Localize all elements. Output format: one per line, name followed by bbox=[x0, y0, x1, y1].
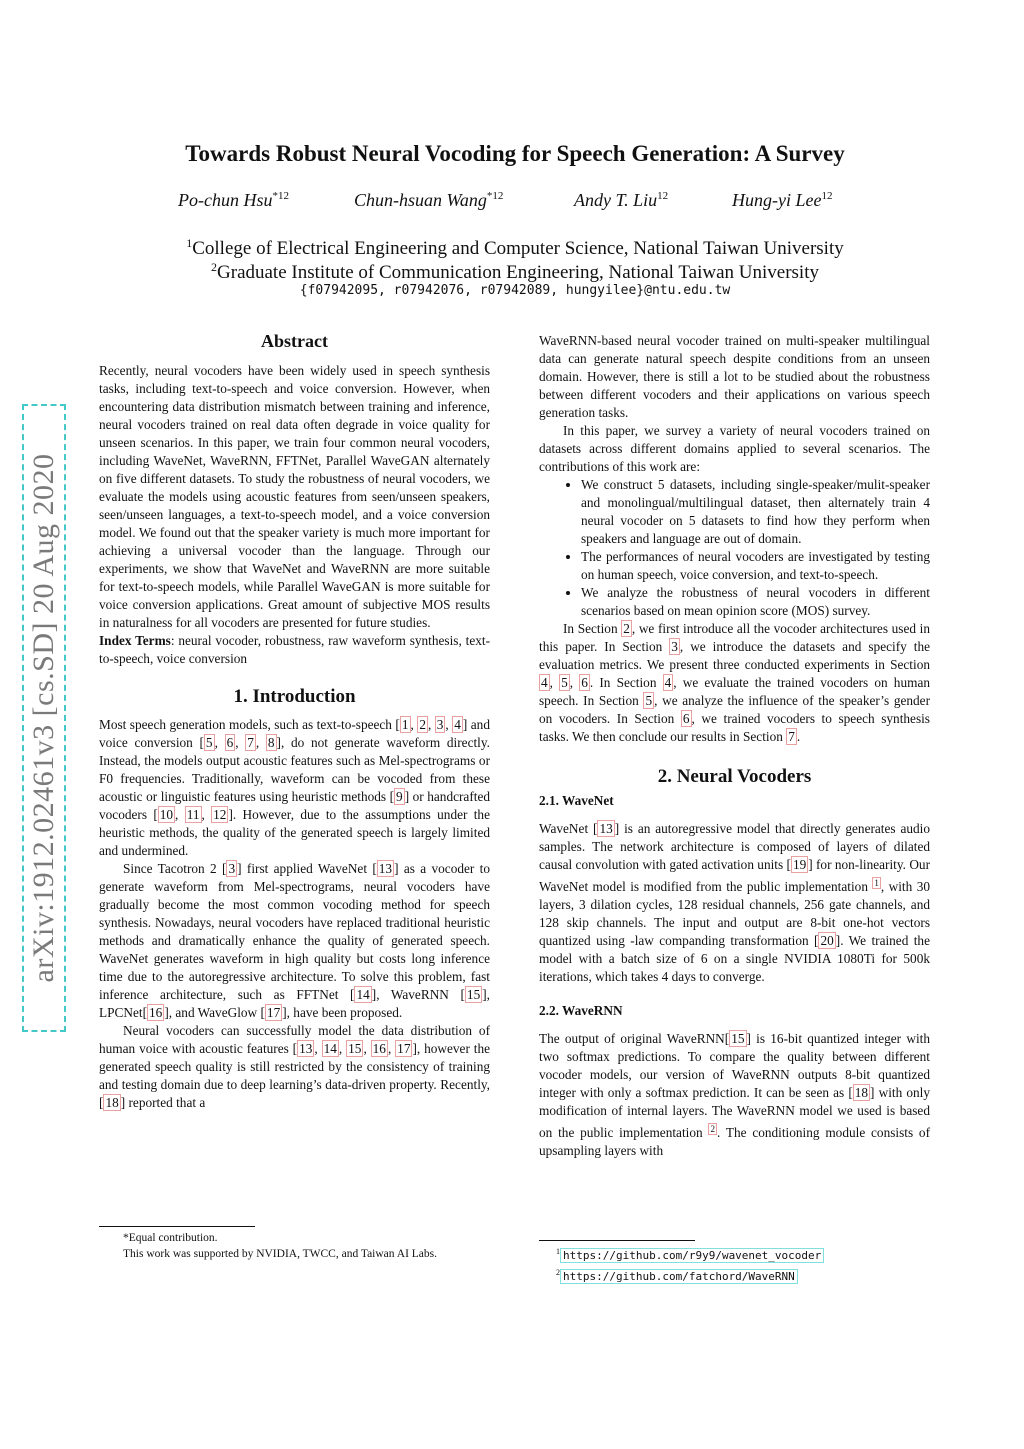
citation-link[interactable]: 15 bbox=[466, 987, 481, 1002]
affiliation-sup: 1 bbox=[186, 236, 193, 250]
intro-paragraph-6: In Section 2 , we first introduce all the vocoder architectures used in this paper. In Section 3 , we introduce the datasets and specify the evaluation metrics. We present three conducted experiments in Section 4 , 5 , 6 . In Section 4 , we evaluate the trained vocoders on human speech. In Section 5 , we analyze the influence of the speaker’s gender on vocoders. In Section 6 , we trained vocoders to speech synthesis tasks. We then conclude our results in Section 7 . bbox=[539, 621, 931, 744]
wavernn-heading: 2.2. WaveRNN bbox=[539, 1003, 623, 1018]
github-link[interactable]: https://github.com/r9y9/wavenet_vocoder bbox=[560, 1248, 824, 1263]
citation-link[interactable]: 3 bbox=[436, 717, 444, 732]
citation-link[interactable]: 17 bbox=[266, 1005, 281, 1020]
index-terms bbox=[99, 632, 490, 668]
citation-link[interactable]: 6 bbox=[226, 735, 234, 750]
affiliation-2 bbox=[100, 256, 930, 284]
citation-link[interactable]: 8 bbox=[267, 735, 275, 750]
section-link[interactable]: 2 bbox=[623, 621, 630, 636]
citation-link[interactable]: 10 bbox=[159, 807, 174, 822]
footnote-link[interactable]: 1 bbox=[874, 878, 879, 888]
citation-link[interactable]: 13 bbox=[599, 821, 613, 836]
citation-link[interactable]: 13 bbox=[299, 1041, 313, 1056]
author-sup: 12 bbox=[657, 190, 669, 202]
index-terms-label: Index Terms bbox=[99, 633, 171, 648]
intro-paragraph-1: Most speech generation models, such as text-to-speech [ 1 , 2 , 3 , 4 ] and voice conversion [ 5 , 6 , 7 , 8 ], do not generate waveform directly. Instead, the models output acoustic features such as Mel-spectrograms or F0 frequencies. Traditionally, waveform can be vocoded from these acoustic or linguistic features using heuristic methods [ 9 ] or handcrafted vocoders [ 10 , 11 , 12 ]. However, due to the assumptions under the heuristic methods, the quality of the generated speech is largely limited and undermined. bbox=[99, 717, 491, 858]
section-link[interactable]: 3 bbox=[671, 639, 678, 654]
vocoders-heading: 2. Neural Vocoders bbox=[657, 766, 812, 787]
citation-link[interactable]: 9 bbox=[396, 789, 403, 804]
citation-link[interactable]: 18 bbox=[854, 1085, 869, 1100]
paper-title: Towards Robust Neural Vocoding for Speech Generation: A Survey bbox=[185, 141, 845, 166]
citation-link[interactable]: 17 bbox=[397, 1041, 411, 1056]
wavenet-paragraph: WaveNet [ 13 ] is an autoregressive model that directly generates audio samples. The network architecture is composed of layers of dilated causal convolution with gated activation units [ 19 ] for non-linearity. Our WaveNet model is modified from the public implementation $^1$ , with 30 layers, 3 dilation cycles, 128 residual channels, 256 gate channels, and 128 skip channels. The input and output are 8-bit one-hot vectors quantized using -law companding transformation [ 20 ]. We trained the model with a batch size of 6 on a single NVIDIA 1080Ti for 500k iterations, which takes 4 days to converge. bbox=[539, 821, 930, 984]
citation-link[interactable]: 15 bbox=[348, 1041, 362, 1056]
affiliation-text: Graduate Institute of Communication Engineering, National Taiwan University bbox=[217, 262, 819, 283]
intro-paragraph-2: Since Tacotron 2 [ 3 ] first applied WaveNet [ 13 ] as a vocoder to generate waveform from Mel-spectrograms, neural vocoders have gradually become the most common vocoding method for speech synthesis. Nowadays, neural vocoders have replaced traditional heuristic methods and dramatically enhance the quality of generated speech. WaveNet generates waveform in high quality but costs long inference time due to the autoregressive architecture. To solve this problem, fast inference architecture, such as FFTNet [ 14 ], WaveRNN [ 15 ], LPCNet[ 16 ], and WaveGlow [ 17 ], have been proposed. bbox=[99, 861, 491, 1020]
author-sup: 12 bbox=[821, 190, 833, 202]
citation-link[interactable]: 16 bbox=[372, 1041, 386, 1056]
section-link[interactable]: 5 bbox=[561, 675, 568, 690]
footnote-equal: *Equal contribution. bbox=[123, 1232, 218, 1244]
citation-link[interactable]: 18 bbox=[105, 1095, 119, 1110]
author-2 bbox=[354, 190, 503, 211]
wavenet-heading: 2.1. WaveNet bbox=[539, 793, 614, 808]
affiliation-sup: 2 bbox=[211, 260, 218, 274]
affiliation-text: College of Electrical Engineering and Computer Science, National Taiwan University bbox=[192, 238, 844, 259]
citation-link[interactable]: 16 bbox=[149, 1005, 163, 1020]
footnotes-left bbox=[99, 1230, 490, 1262]
section-link[interactable]: 6 bbox=[682, 711, 690, 726]
author-name: Chun-hsuan Wang bbox=[354, 190, 487, 210]
citation-link[interactable]: 19 bbox=[792, 857, 807, 872]
wavernn-paragraph: The output of original WaveRNN[ 15 ] is 16-bit quantized integer with two softmax predictions. To compare the quality between different vocoder models, our version of WaveRNN outputs 8-bit quantized integer with only a softmax prediction. It can be seen as [ 18 ] with only modification of internal layers. The WaveRNN model we used is based on the public implementation $^2$ . The conditioning module consists of upsampling layers with bbox=[539, 1031, 931, 1158]
arxiv-stamp[interactable] bbox=[22, 404, 66, 1032]
footnote-rule-right bbox=[539, 1240, 695, 1241]
author-name: Andy T. Liu bbox=[574, 190, 658, 210]
citation-link[interactable]: 4 bbox=[454, 717, 461, 732]
footnote-url-1 bbox=[556, 1244, 936, 1264]
left-column bbox=[99, 332, 490, 1112]
author-4 bbox=[732, 190, 832, 211]
index-terms-text: : neural vocoder, robustness, raw waveform synthesis, text-to-speech, voice conversion bbox=[99, 633, 490, 666]
footnote-rule-left bbox=[99, 1226, 255, 1227]
contribution-item: • The performances of neural vocoders are investigated by testing on human speech, voice conversion, and text-to-speech. bbox=[581, 548, 930, 584]
section-link[interactable]: 5 bbox=[645, 693, 653, 708]
citation-link[interactable]: 20 bbox=[820, 933, 834, 948]
contribution-item: • We analyze the robustness of neural vocoders in different scenarios based on mean opinion score (MOS) survey. bbox=[581, 584, 930, 620]
author-sup: *12 bbox=[272, 190, 289, 202]
citation-link[interactable]: 14 bbox=[323, 1041, 337, 1056]
intro-paragraph-3: Neural vocoders can successfully model the data distribution of human voice with acoustic features [ 13 , 14 , 15 , 16 , 17 ], however the generated speech quality is still restricted by the consistency of training and testing domain due to deep learning’s data-driven property. Recently, [ 18 ] reported that a bbox=[99, 1023, 491, 1110]
author-3 bbox=[574, 190, 668, 211]
github-link[interactable]: https://github.com/fatchord/WaveRNN bbox=[560, 1269, 798, 1284]
citation-link[interactable]: 15 bbox=[731, 1031, 745, 1046]
footnotes-right bbox=[556, 1244, 936, 1285]
arxiv-id[interactable]: arXiv:1912.02461v3 [cs.SD] 20 Aug 2020 bbox=[27, 453, 60, 983]
citation-link[interactable]: 2 bbox=[419, 717, 426, 732]
section-link[interactable]: 7 bbox=[788, 729, 795, 744]
footnote-num: 2 bbox=[556, 1268, 560, 1277]
section-link[interactable]: 4 bbox=[541, 675, 548, 690]
author-1 bbox=[178, 190, 289, 211]
author-list bbox=[0, 190, 1024, 216]
footnote-link[interactable]: 2 bbox=[710, 1124, 715, 1134]
citation-link[interactable]: 11 bbox=[186, 807, 200, 822]
intro-heading: 1. Introduction bbox=[233, 686, 356, 707]
author-sup: *12 bbox=[486, 190, 504, 202]
footnote-url-2 bbox=[556, 1265, 936, 1285]
citation-link[interactable]: 5 bbox=[205, 735, 213, 750]
section-link[interactable]: 4 bbox=[664, 675, 672, 690]
contribution-list bbox=[539, 476, 930, 620]
right-column bbox=[539, 332, 930, 1160]
contribution-item: • We construct 5 datasets, including single-speaker/mulit-speaker and monolingual/multilingual dataset, then alternately train 4 neural vocoder on 5 datasets to find how they perform when speakers and language are out of domain. bbox=[581, 476, 930, 548]
author-emails: {f07942095, r07942076, r07942089, hungyilee}@ntu.edu.tw bbox=[299, 283, 731, 298]
section-link[interactable]: 6 bbox=[581, 675, 588, 690]
citation-link[interactable]: 13 bbox=[378, 861, 393, 876]
abstract-heading: Abstract bbox=[261, 331, 328, 351]
author-name: Po-chun Hsu bbox=[178, 190, 273, 210]
footnote-support: This work was supported by NVIDIA, TWCC, and Taiwan AI Labs. bbox=[123, 1248, 438, 1260]
citation-link[interactable]: 3 bbox=[228, 861, 236, 876]
citation-link[interactable]: 7 bbox=[247, 735, 254, 750]
citation-link[interactable]: 1 bbox=[401, 717, 409, 732]
citation-link[interactable]: 12 bbox=[213, 807, 227, 822]
intro-paragraph-5: In this paper, we survey a variety of neural vocoders trained on datasets across different domains applied to several scenarios. The contributions of this work are: bbox=[539, 423, 930, 474]
footnote-num: 1 bbox=[556, 1247, 560, 1256]
abstract-text: Recently, neural vocoders have been widely used in speech synthesis tasks, including text-to-speech and voice conversion. However, when encountering data distribution mismatch between training and inference, neural vocoders trained on real data often degrade in voice quality for unseen scenarios. In this paper, we train four common neural vocoders, including WaveNet, WaveRNN, FFTNet, Parallel WaveGAN alternately on five different datasets. To study the robustness of neural vocoders, we evaluate the models using acoustic features from seen/unseen speakers, seen/unseen languages, a text-to-speech model, and a voice conversion model. We found out that the speaker variety is much more important for achieving a universal vocoder than the language. Through our experiments, we show that WaveNet and WaveRNN are more suitable for text-to-speech models, while Parallel WaveGAN is more suitable for voice conversion applications. Great amount of subjective MOS results in naturalness for all vocoders are presented for future studies. bbox=[99, 363, 490, 630]
intro-paragraph-4: WaveRNN-based neural vocoder trained on multi-speaker multilingual data can generate natural speech despite conditions from an unseen domain. However, there is still a lot to be studied about the robustness between different vocoders and their applications on various speech generation tasks. bbox=[539, 333, 930, 420]
author-name: Hung-yi Lee bbox=[732, 190, 822, 210]
citation-link[interactable]: 14 bbox=[356, 987, 370, 1002]
